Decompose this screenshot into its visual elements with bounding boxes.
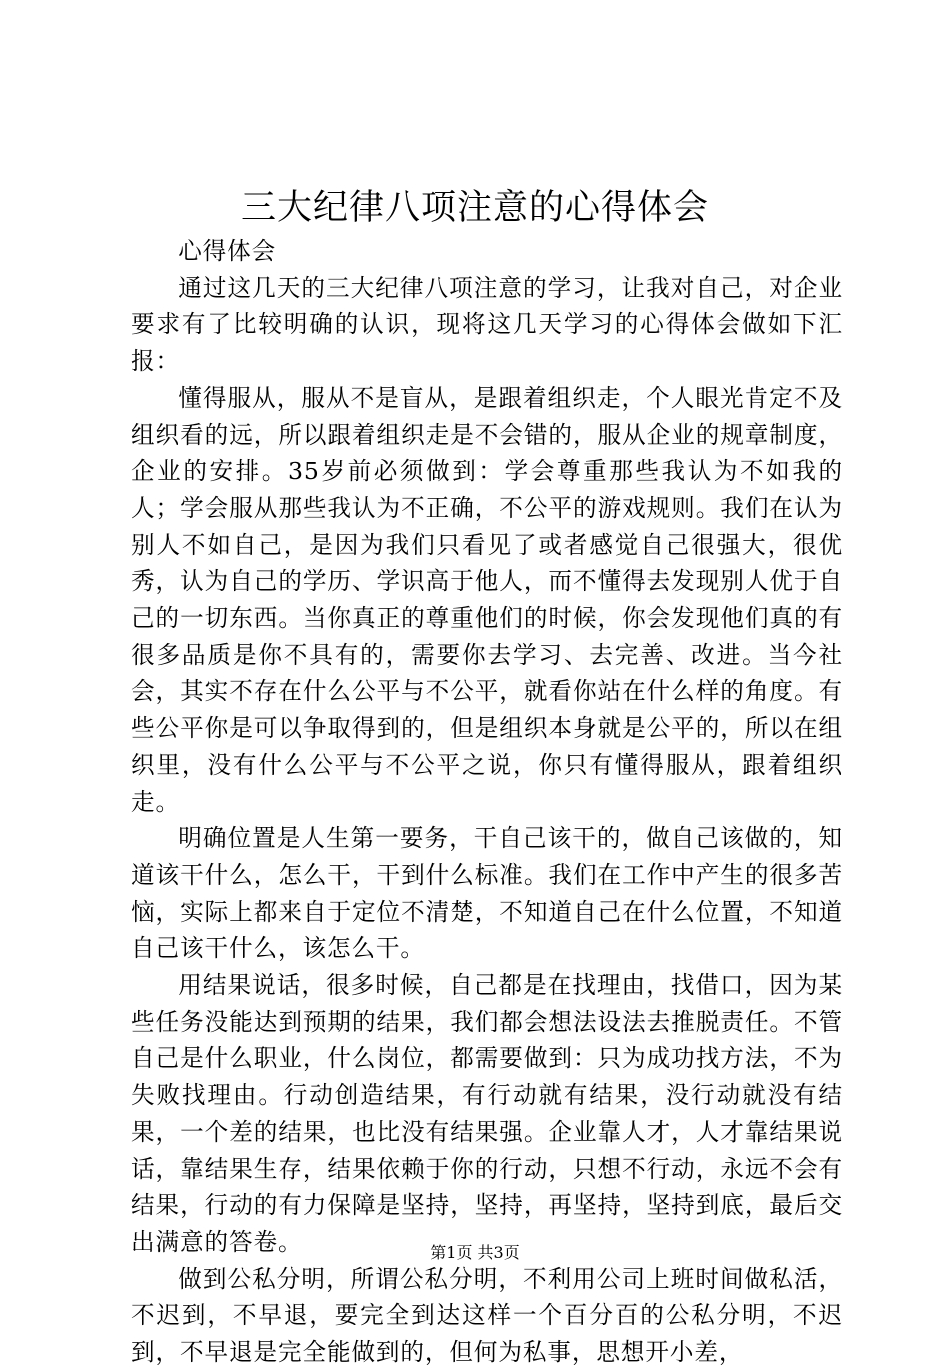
paragraph-public-private: 做到公私分明，所谓公私分明，不利用公司上班时间做私活，不迟到，不早退，要完全到达这样一个百分百的公私分明，不迟到，不早退是完全能做到的，但何为私事，思想开小差， (131, 1264, 843, 1367)
page-number-footer: 第1页 共3页 (430, 1243, 520, 1262)
paragraph-obedience: 懂得服从，服从不是盲从，是跟着组织走，个人眼光肯定不及组织看的远，所以跟着组织走是不会错的，服从企业的规章制度，企业的安排。35岁前必须做到：学会尊重那些我认为不如我的人；学会服从那些我认为不正确，不公平的游戏规则。我们在认为别人不如自己，是因为我们只看见了或者感觉自己很强大，很优秀，认为自己的学历、学识高于他人，而不懂得去发现别人优于自己的一切东西。当你真正的尊重他们的时候，你会发现他们真的有很多品质是你不具有的，需要你去学习、去完善、改进。当今社会，其实不存在什么公平与不公平，就看你站在什么样的角度。有些公平你是可以争取得到的，但是组织本身就是公平的，所以在组织里，没有什么公平与不公平之说，你只有懂得服从，跟着组织走。 (131, 383, 843, 816)
document-body (131, 233, 843, 1371)
paragraph-heading: 心得体会 (178, 237, 277, 265)
paragraph-intro: 通过这几天的三大纪律八项注意的学习，让我对自己，对企业要求有了比较明确的认识，现将这几天学习的心得体会做如下汇报： (131, 273, 843, 376)
document-title: 三大纪律八项注意的心得体会 (240, 188, 709, 228)
paragraph-position: 明确位置是人生第一要务，干自己该干的，做自己该做的，知道该干什么，怎么干，干到什么标准。我们在工作中产生的很多苦恼，实际上都来自于定位不清楚，不知道自己在什么位置，不知道自己该干什么，该怎么干。 (131, 824, 843, 963)
paragraph-results: 用结果说话，很多时候，自己都是在找理由，找借口，因为某些任务没能达到预期的结果，我们都会想法设法去推脱责任。不管自己是什么职业，什么岗位，都需要做到：只为成功找方法，不为失败找理由。行动创造结果，有行动就有结果，没行动就没有结果，一个差的结果，也比没有结果强。企业靠人才，人才靠结果说话，靠结果生存，结果依赖于你的行动，只想不行动，永远不会有结果，行动的有力保障是坚持，坚持，再坚持，坚持到底，最后交出满意的答卷。 (131, 971, 843, 1256)
